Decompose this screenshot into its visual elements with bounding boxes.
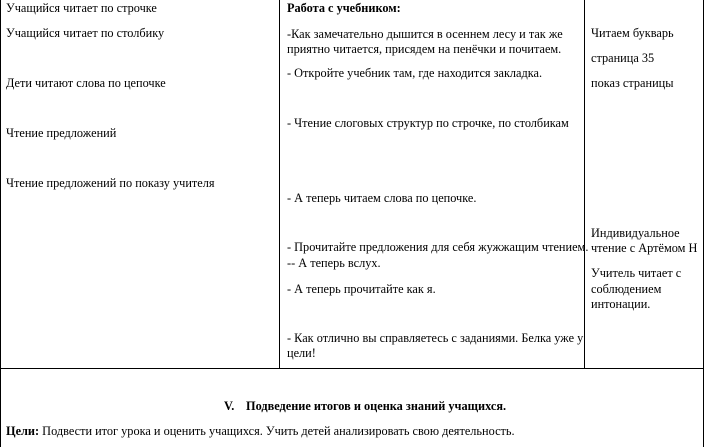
goals-text: Подвести итог урока и оценить учащихся. Учить детей анализировать свою деятельность. (39, 424, 515, 438)
table-divider-1 (279, 0, 280, 368)
teacher-line-10: цели! (287, 346, 316, 360)
teacher-line-5: - А теперь читаем слова по цепочке. (287, 191, 477, 205)
table-divider-2 (584, 0, 585, 368)
section-number: V. (224, 399, 235, 413)
activity-4: Чтение предложений (6, 126, 117, 140)
table-row-separator (0, 368, 704, 369)
note-2: страница 35 (591, 51, 655, 65)
table-border-left (0, 0, 1, 447)
teacher-line-2: приятно читается, присядем на пенёчки и почитаем. (287, 42, 562, 56)
goals-line (6, 424, 515, 439)
activity-2: Учащийся читает по столбику (6, 26, 165, 40)
note-8: интонации. (591, 297, 651, 311)
teacher-line-4: - Чтение слоговых структур по строчке, по столбикам (287, 116, 569, 130)
note-7: соблюдением (591, 282, 662, 296)
note-6: Учитель читает с (591, 266, 682, 280)
note-1: Читаем букварь (591, 26, 674, 40)
goals-label: Цели: (6, 424, 40, 438)
activity-1: Учащийся читает по строчке (6, 1, 157, 15)
teacher-line-6: - Прочитайте предложения для себя жужжащим чтением. (287, 240, 589, 254)
teacher-line-7: -- А теперь вслух. (287, 256, 381, 270)
textbook-work-title: Работа с учебником: (287, 1, 401, 15)
activity-3: Дети читают слова по цепочке (6, 76, 166, 90)
teacher-line-1: -Как замечательно дышится в осеннем лесу и так же (287, 27, 563, 41)
note-4: Индивидуальное (591, 226, 680, 240)
note-3: показ страницы (591, 76, 674, 90)
note-5: чтение с Артёмом Н (591, 241, 698, 255)
teacher-line-9: - Как отлично вы справляетесь с заданиями. Белка уже у (287, 331, 584, 345)
teacher-line-8: - А теперь прочитайте как я. (287, 282, 436, 296)
section-title: Подведение итогов и оценка знаний учащихся. (246, 399, 507, 413)
activity-5: Чтение предложений по показу учителя (6, 176, 215, 190)
teacher-line-3: - Откройте учебник там, где находится закладка. (287, 66, 543, 80)
